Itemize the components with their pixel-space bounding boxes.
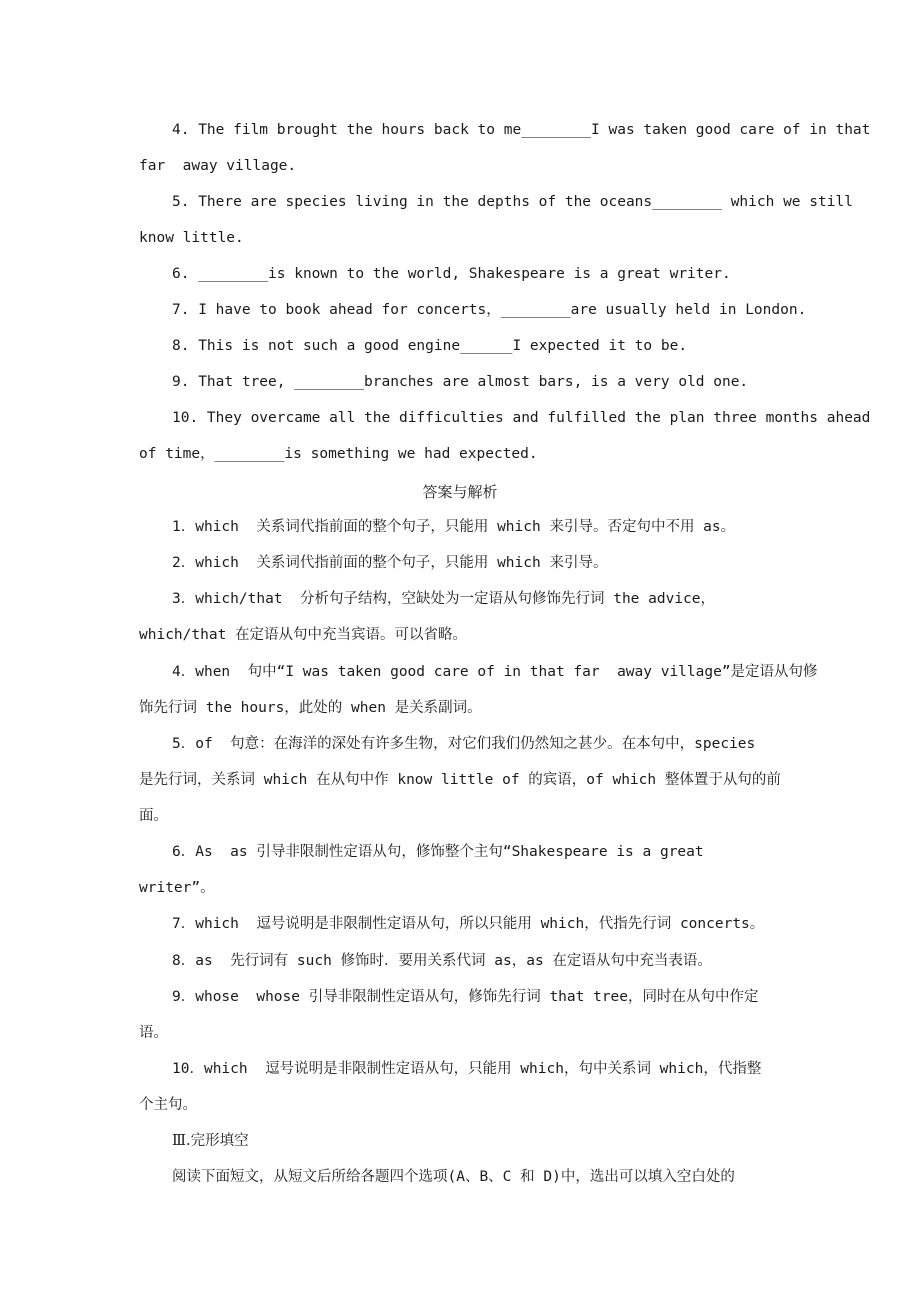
answer-9-line-2: 语。 — [139, 1025, 168, 1041]
answer-4-line-1: 4．when 句中“I was taken good care of in that far away village”是定语从句修 — [172, 664, 818, 680]
answers-heading: 答案与解析 — [422, 483, 498, 501]
question-7: 7. I have to book ahead for concerts，________are usually held in London. — [172, 302, 807, 318]
answer-10-line-1: 10．which 逗号说明是非限制性定语从句，只能用 which，句中关系词 which，代指整 — [172, 1061, 762, 1077]
answer-2: 2．which 关系词代指前面的整个句子，只能用 which 来引导。 — [172, 555, 608, 571]
question-4-line-2: far away village. — [139, 158, 297, 174]
answer-9-line-1: 9．whose whose 引导非限制性定语从句，修饰先行词 that tree，同时在从句中作定 — [172, 989, 759, 1005]
question-6: 6. ________is known to the world, Shakespeare is a great writer. — [172, 266, 731, 282]
answer-3-line-2: which/that 在定语从句中充当宾语。可以省略。 — [139, 627, 468, 643]
section-3-instruction: 阅读下面短文，从短文后所给各题四个选项(A、B、C 和 D)中，选出可以填入空白处的 — [172, 1169, 735, 1185]
answer-10-line-2: 个主句。 — [139, 1097, 197, 1113]
question-5-line-1: 5. There are species living in the depths of the oceans________ which we still — [172, 194, 853, 210]
question-5-line-2: know little. — [139, 230, 244, 246]
question-10-line-1: 10. They overcame all the difficulties and fulfilled the plan three months ahead — [172, 410, 871, 426]
question-10-line-2: of time，________is something we had expected. — [139, 446, 538, 462]
section-3-heading: Ⅲ.完形填空 — [172, 1133, 249, 1149]
answer-3-line-1: 3．which/that 分析句子结构，空缺处为一定语从句修饰先行词 the advice， — [172, 591, 716, 607]
answer-6-line-2: writer”。 — [139, 880, 215, 896]
answer-5-line-1: 5．of 句意：在海洋的深处有许多生物，对它们我们仍然知之甚少。在本句中，species — [172, 736, 756, 752]
answer-6-line-1: 6．As as 引导非限制性定语从句，修饰整个主句“Shakespeare is a great — [172, 844, 704, 860]
answer-5-line-3: 面。 — [139, 808, 168, 824]
answer-8: 8．as 先行词有 such 修饰时．要用关系代词 as，as 在定语从句中充当表语。 — [172, 953, 712, 969]
answer-7: 7．which 逗号说明是非限制性定语从句，所以只能用 which，代指先行词 concerts。 — [172, 916, 765, 932]
question-4-line-1: 4. The film brought the hours back to me________I was taken good care of in that — [172, 122, 871, 138]
question-8: 8. This is not such a good engine______I expected it to be. — [172, 338, 688, 354]
question-9: 9. That tree, ________branches are almost bars, is a very old one. — [172, 374, 749, 390]
answer-4-line-2: 饰先行词 the hours，此处的 when 是关系副词。 — [139, 700, 482, 716]
answer-1: 1．which 关系词代指前面的整个句子，只能用 which 来引导。否定句中不用 as。 — [172, 519, 736, 535]
answer-5-line-2: 是先行词，关系词 which 在从句中作 know little of 的宾语，of which 整体置于从句的前 — [139, 772, 781, 788]
